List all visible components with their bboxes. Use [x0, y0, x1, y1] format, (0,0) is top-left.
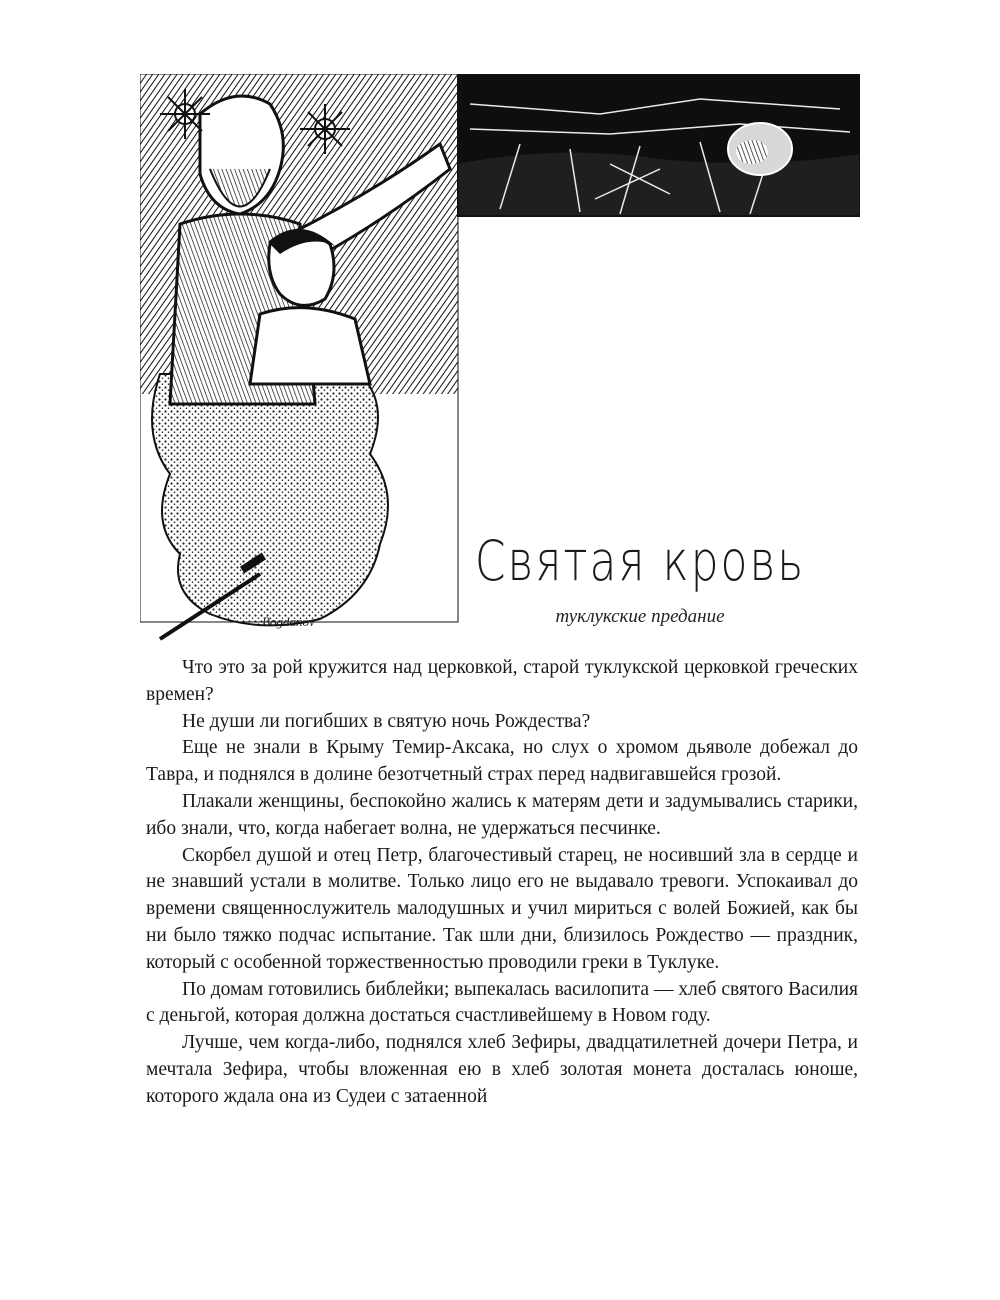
illustrator-signature: Bogdanov — [262, 614, 315, 629]
vignette-top-panel — [458, 74, 860, 216]
paragraph: Плакали женщины, беспокойно жались к матерям дети и задумывались старики, ибо знали, что, когда набегает волна, не удержаться песчинке. — [146, 790, 858, 839]
body-text — [146, 655, 858, 1111]
vignette-left-panel — [140, 74, 458, 639]
chapter-subtitle: туклукские предание — [555, 606, 725, 627]
paragraph: По домам готовились библейки; выпекалась василопита — хлеб святого Василия с деньгой, которая должна достаться счастливейшему в Новом году. — [146, 978, 858, 1027]
paragraph: Не души ли погибших в святую ночь Рождества? — [182, 710, 591, 732]
paragraph: Еще не знали в Крыму Темир-Аксака, но слух о хромом дьяволе добежал до Тавра, и поднялся в долине безотчетный страх перед надвигавшейся грозой. — [146, 737, 858, 786]
paragraph: Что это за рой кружится над церковкой, старой туклукской церковкой греческих времен? — [146, 657, 858, 705]
paragraph: Лучше, чем когда-либо, поднялся хлеб Зефиры, двадцатилетней дочери Петра, и мечтала Зефира, чтобы вложенная ею в хлеб золотая монета досталась юноше, которого ждала она из Судеи с затаенной — [146, 1032, 858, 1107]
paragraph: Скорбел душой и отец Петр, благочестивый старец, не носивший зла в сердце и не знавший устали в молитве. Только лицо его не выдавало тревоги. Успокаивал до времени священнослужитель малодушных и учил мириться с волей Божией, как бы ни было тяжко подчас испытание. Так шли дни, близилось Рождество — праздник, который с особенной торжественностью проводили греки в Туклуке. — [146, 844, 858, 973]
chapter-title: Святая кровь — [474, 530, 806, 594]
